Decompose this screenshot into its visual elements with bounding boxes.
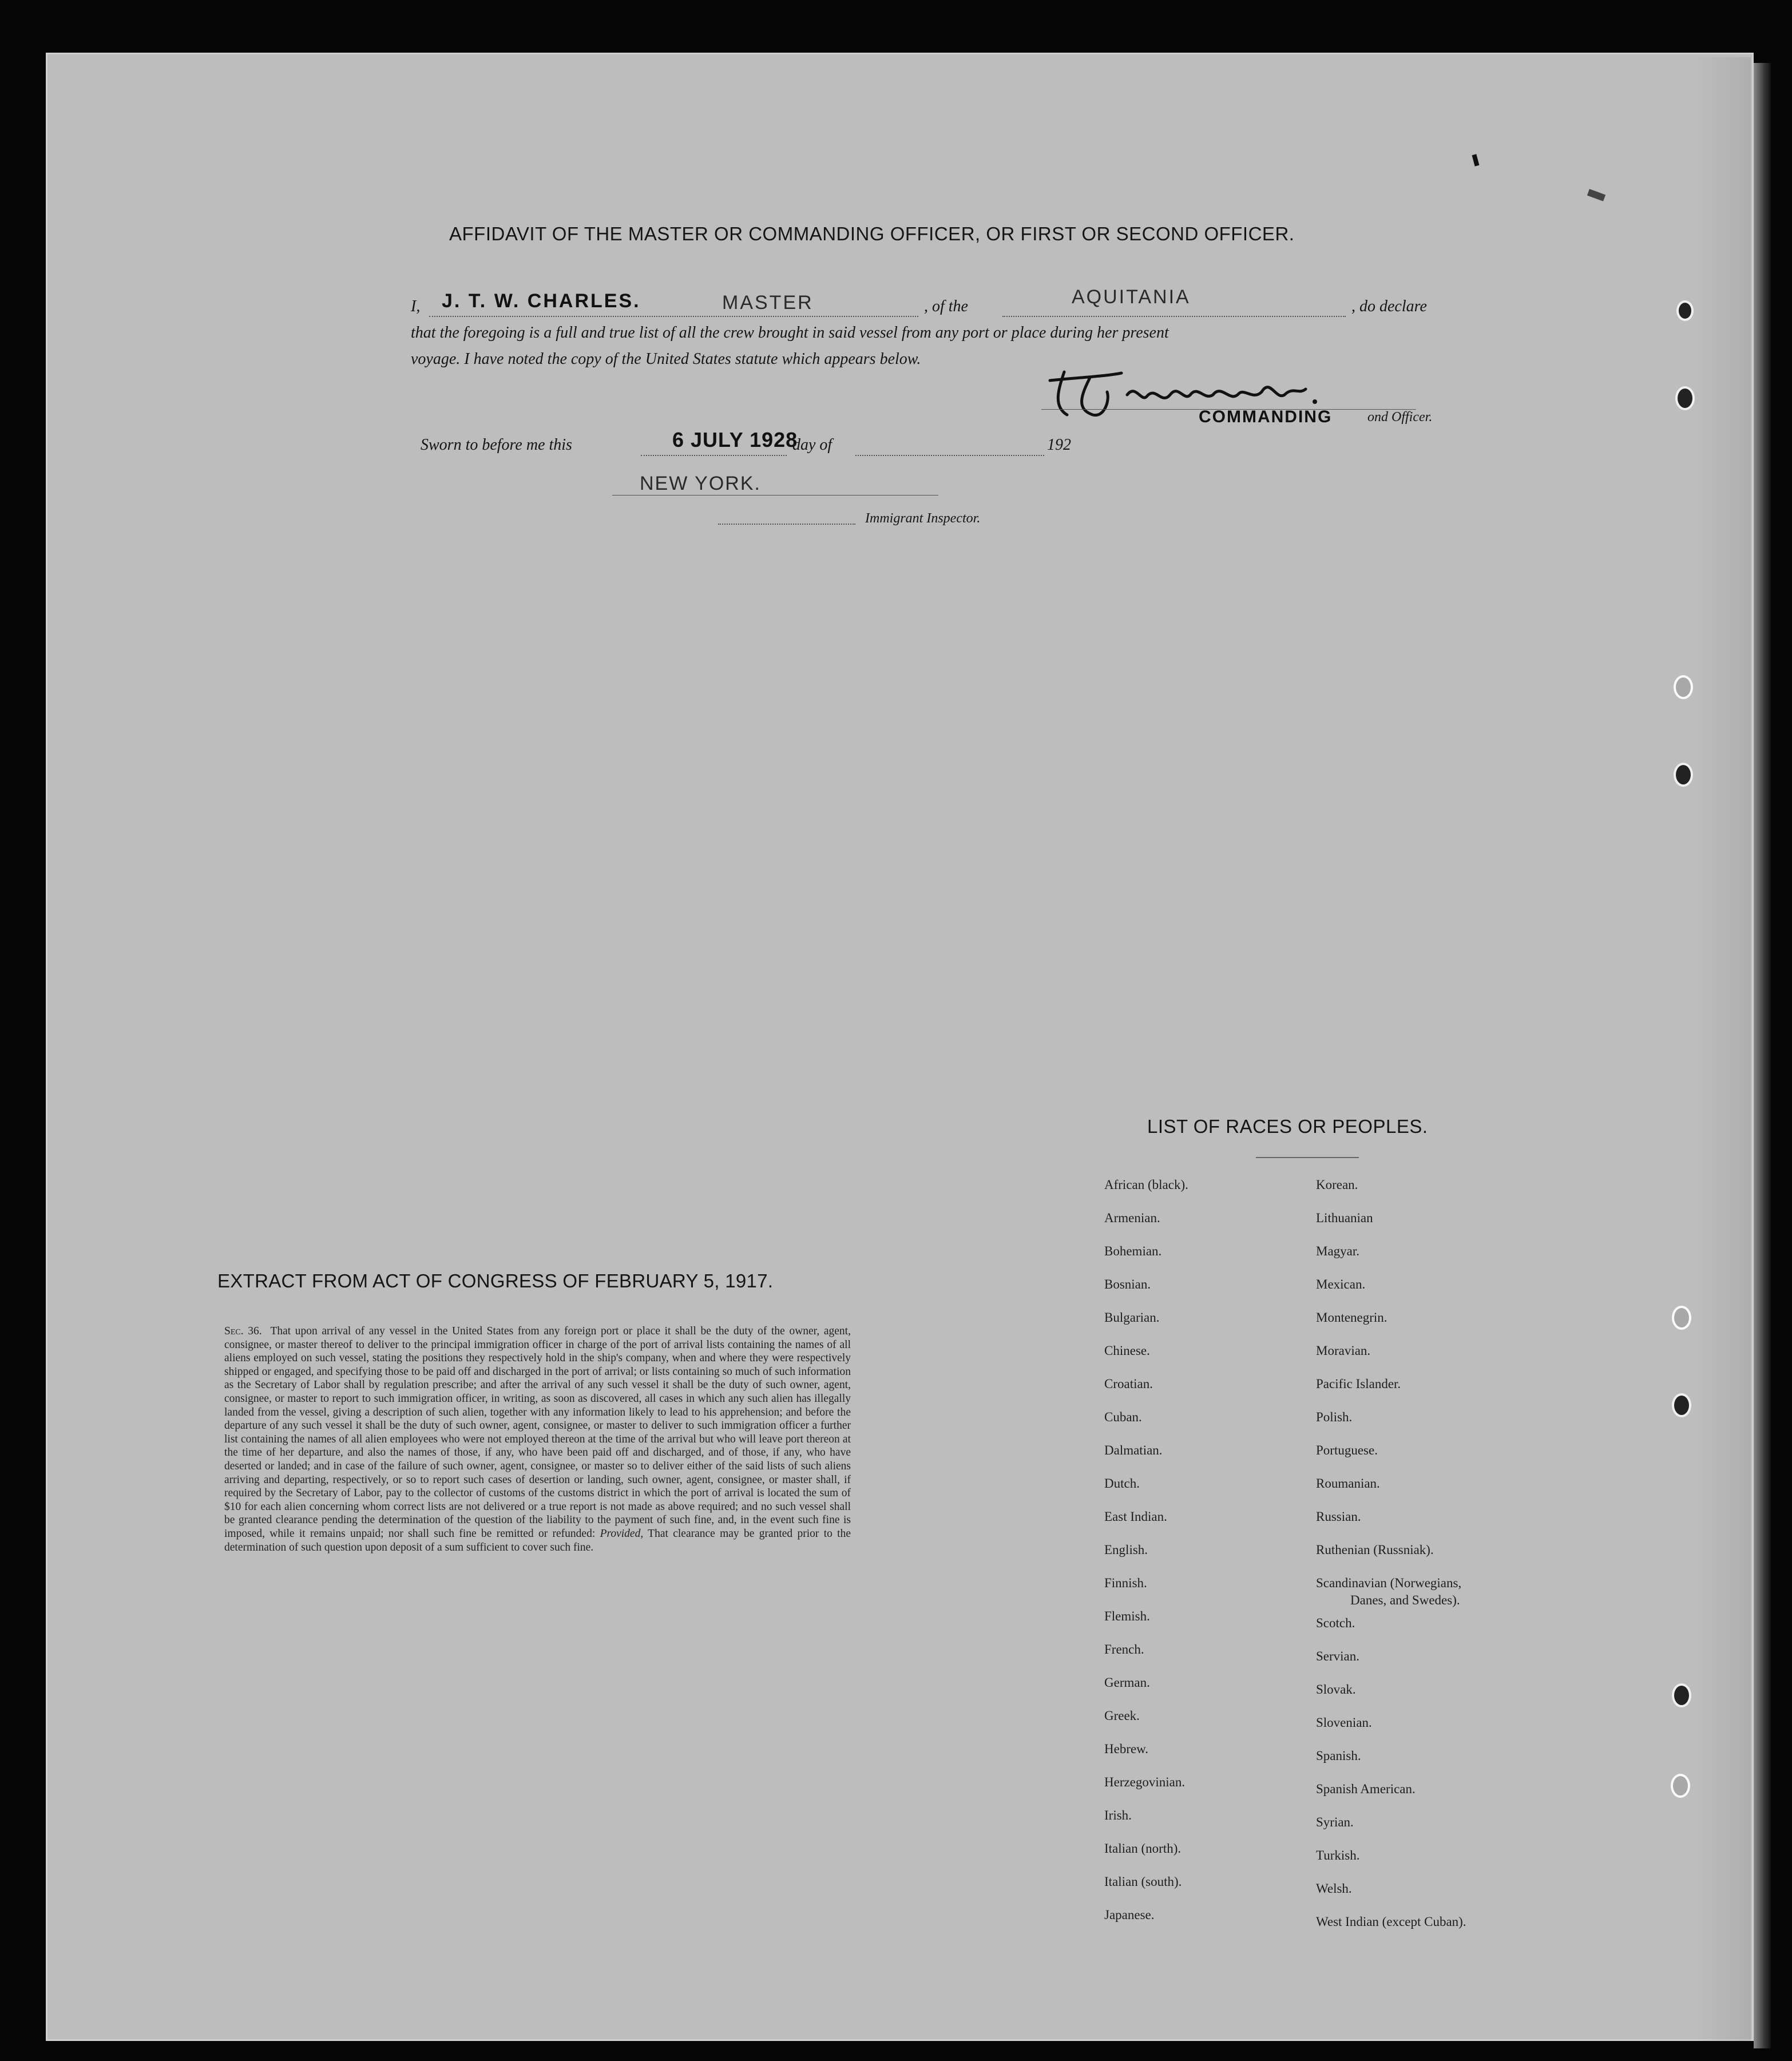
vessel-name: AQUITANIA [1072,286,1191,308]
race-item: Scandinavian (Norwegians, [1316,1576,1462,1590]
race-item: Lithuanian [1316,1211,1373,1225]
extract-text-part2: That clearance may be granted prior to the determination of such question upon deposit of a sum sufficient to cover such fine. [224,1527,851,1553]
binder-hole [1672,1306,1691,1330]
race-item: Japanese. [1104,1908,1155,1922]
race-item: Slovenian. [1316,1715,1372,1730]
commanding-stamp: COMMANDING [1199,407,1333,426]
race-item: Dutch. [1104,1476,1140,1491]
affidavit-title: AFFIDAVIT OF THE MASTER OR COMMANDING OFFICER, OR FIRST OR SECOND OFFICER. [449,223,1295,244]
race-item: German. [1104,1675,1150,1690]
race-item: French. [1104,1642,1144,1656]
master-rank: MASTER [722,292,814,314]
race-item: Bosnian. [1104,1277,1151,1291]
race-item: English. [1104,1543,1148,1557]
race-item: Polish. [1316,1410,1353,1424]
binder-hole [1671,1774,1690,1798]
year-prefix: 192 [1047,436,1071,454]
declaration-line-2: that the foregoing is a full and true list of all the crew brought in said vessel from any port or place during her present [411,324,1169,342]
declaration-line-3: voyage. I have noted the copy of the United States statute which appears below. [411,350,921,368]
race-item: Portuguese. [1316,1443,1378,1457]
page-shadow [1694,57,1751,2043]
race-item: Slovak. [1316,1682,1356,1697]
day-of-label: day of [792,436,832,454]
extract-title: EXTRACT FROM ACT OF CONGRESS OF FEBRUARY 5, 1917. [217,1270,774,1291]
place-line [612,478,938,496]
race-item: Turkish. [1316,1848,1360,1862]
race-item: Italian (north). [1104,1841,1182,1856]
race-item: Welsh. [1316,1881,1352,1896]
race-item: Mexican. [1316,1277,1366,1291]
race-item: Scotch. [1316,1616,1355,1630]
master-name: J. T. W. CHARLES. [442,290,641,312]
race-item: Moravian. [1316,1343,1371,1358]
month-line [855,438,1044,456]
binder-hole [1672,1393,1691,1417]
sworn-date: 6 JULY 1928 [672,428,798,451]
race-item: Spanish. [1316,1749,1361,1763]
place-stamp: NEW YORK. [640,473,761,494]
race-item: Ruthenian (Russniak). [1316,1543,1434,1557]
do-declare-label: , do declare [1351,298,1427,315]
race-item-continuation: Danes, and Swedes). [1350,1593,1460,1607]
race-item: Spanish American. [1316,1782,1416,1796]
race-item: Flemish. [1104,1609,1150,1623]
binder-hole [1674,675,1693,699]
officer-suffix: ond Officer. [1367,410,1433,425]
race-item: Magyar. [1316,1244,1360,1258]
inspector-line [718,506,855,525]
race-item: Russian. [1316,1509,1361,1524]
race-item: Bohemian. [1104,1244,1162,1258]
race-item: Herzegovinian. [1104,1775,1186,1789]
races-divider [1256,1157,1359,1158]
race-item: Dalmatian. [1104,1443,1163,1457]
race-item: Bulgarian. [1104,1310,1160,1325]
race-item: Korean. [1316,1178,1358,1192]
sworn-prefix: Sworn to before me this [421,436,572,454]
race-item: Croatian. [1104,1377,1153,1391]
race-item: Roumanian. [1316,1476,1380,1491]
of-the-label: , of the [924,298,968,315]
binder-hole [1672,1683,1691,1707]
inspector-label: Immigrant Inspector. [865,511,981,526]
race-item: Irish. [1104,1808,1132,1822]
race-item: Pacific Islander. [1316,1377,1401,1391]
race-item: Finnish. [1104,1576,1147,1590]
races-title: LIST OF RACES OR PEOPLES. [1147,1116,1428,1137]
page-edge [1754,63,1771,2048]
race-item: Hebrew. [1104,1742,1149,1756]
binder-hole [1676,300,1694,321]
binder-hole [1674,763,1693,787]
section-label: Sec. 36. [224,1325,262,1337]
race-item: Cuban. [1104,1410,1142,1424]
binder-hole [1675,386,1695,410]
race-item: African (black). [1104,1178,1188,1192]
extract-text-part1: That upon arrival of any vessel in the United States from any foreign port or place it shall be the duty of the owner, agent, consignee, or master thereof to deliver to the principal immigration officer in charge of the port of arrival lists containing the names of all aliens employed on such vessel, stating the positions they respectively hold in the ship's company, when and where they were respectively shipped or engaged, and specifying those to be paid off and discharged in the port of arrival; or lists containing so much of such information as the Secretary of Labor shall by regulation prescribe; and after the arrival of any such vessel it shall be the duty of such owner, agent, consignee, or master to report to such immigration officer, in writing, as soon as discovered, all cases in which any such alien has illegally landed from the vessel, giving a description of such alien, together with any information likely to lead to his apprehension; and before the departure of any such vessel it shall be the duty of such owner, agent, consignee, or master to deliver to such immigration officer a further list containing the names of all alien employees who were not employed thereon at the time of the arrival but who will leave port thereon at the time of her departure, and also the names of those, if any, who have been paid off and discharged, and of those, if any, who have deserted or landed; and in case of the failure of such owner, agent, consignee, or master so to deliver either of the said lists of such aliens arriving and departing, respectively, or so to report such cases of desertion or landing, such owner, agent, consignee, or master shall, if required by the Secretary of Labor, pay to the collector of customs of the customs district in which the port of arrival is located the sum of $10 for each alien concerning whom correct lists are not delivered or a true report is not made as above required; and no such vessel shall be granted clearance pending the determination of the question of the liability to the payment of such fine, and, in the event such fine is imposed, while it remains unpaid; nor shall such fine be remitted or refunded: [224,1325,851,1540]
race-item: Italian (south). [1104,1874,1182,1889]
race-item: Greek. [1104,1709,1140,1723]
extract-body [224,1325,851,1554]
race-item: West Indian (except Cuban). [1316,1915,1466,1929]
provided-word: Provided, [600,1527,644,1540]
race-item: Servian. [1316,1649,1360,1663]
race-item: Armenian. [1104,1211,1160,1225]
race-item: East Indian. [1104,1509,1167,1524]
race-item: Montenegrin. [1316,1310,1387,1325]
race-item: Syrian. [1316,1815,1354,1829]
affidavit-intro: I, [411,298,421,315]
race-item: Chinese. [1104,1343,1150,1358]
